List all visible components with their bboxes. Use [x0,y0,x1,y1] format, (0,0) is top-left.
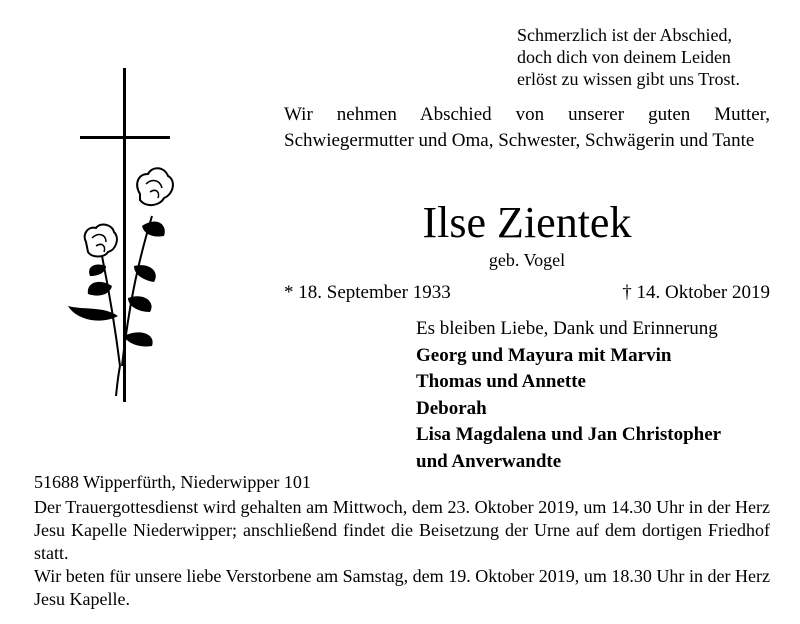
service-notice [34,496,770,611]
mourners-heading: Es bleiben Liebe, Dank und Erinnerung [416,318,718,339]
maiden-name: geb. Vogel [488,250,566,270]
motto-line: erlöst zu wissen gibt uns Trost. [517,69,741,89]
family-address: 51688 Wipperfürth, Niederwipper 101 [34,472,311,492]
intro-text: Wir nehmen Abschied von unserer guten Mutter, Schwiegermutter und Oma, Schwester, Schwägerin und Tante [284,104,770,151]
mourner-entry: Georg und Mayura mit Marvin [416,344,672,366]
mourner-entry: Lisa Magdalena und Jan Christopher [416,424,722,445]
cross-with-roses-icon [60,66,190,406]
prayer-service-text: Wir beten für unsere liebe Verstorbene am Samstag, dem 19. Oktober 2019, um 18.30 Uhr in der Herz Jesu Kapelle. [34,566,770,609]
mourners-list [416,316,786,475]
motto-line: doch dich von deinem Leiden [517,47,731,67]
mourner-entry: Thomas und Annette [416,371,586,392]
mourner-entry: Deborah [416,397,487,419]
motto-line: Schmerzlich ist der Abschied, [517,25,732,45]
deceased-name: Ilse Zientek [422,198,632,247]
death-date: † 14. Oktober 2019 [622,282,770,303]
birth-date: * 18. September 1933 [284,282,451,303]
mourner-entry: und Anverwandte [416,450,562,472]
motto-quote [517,24,787,90]
funeral-service-text: Der Trauergottesdienst wird gehalten am Mittwoch, dem 23. Oktober 2019, um 14.30 Uhr in der Herz Jesu Kapelle Niederwipper; anschließend findet die Beisetzung der Urne auf dem dortigen Friedhof statt. [34,497,770,563]
